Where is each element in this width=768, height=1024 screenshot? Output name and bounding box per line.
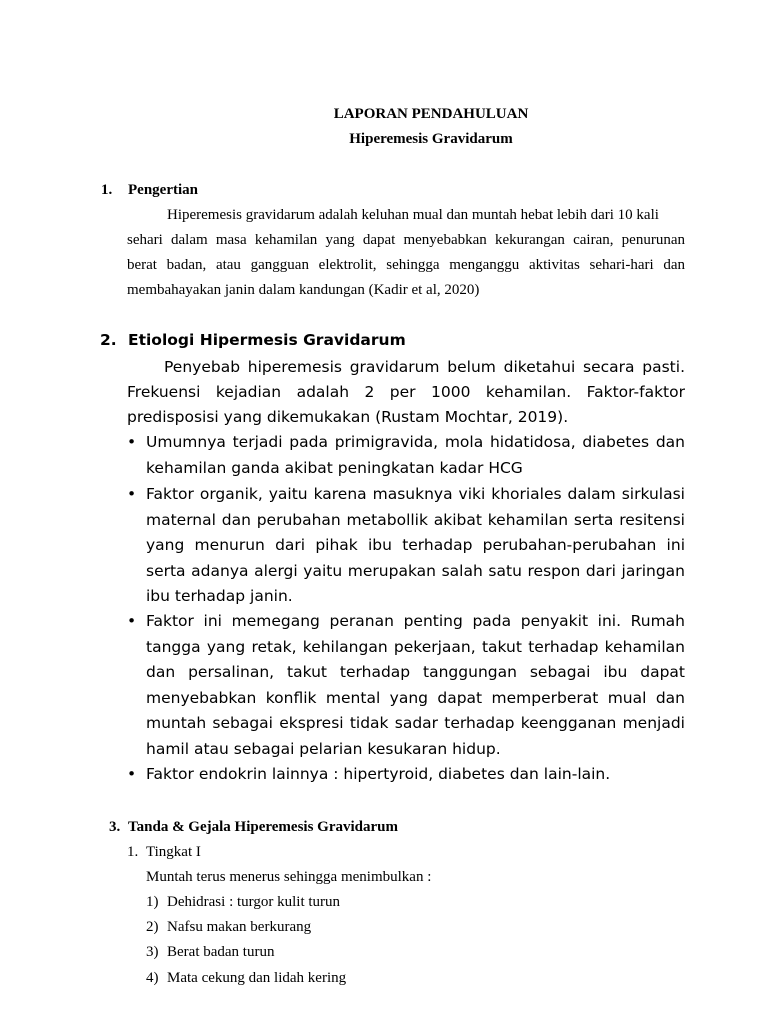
bullet-line: Umumnya terjadi pada primigravida, mola hidatidosa, diabetes dan — [146, 433, 685, 451]
section-2-intro-line: Frekuensi kejadian adalah 2 per 1000 kehamilan. Faktor-faktor — [127, 383, 685, 401]
section-2-intro — [127, 355, 685, 430]
bullet-line: hamil atau sebagai pelarian kesukaran hidup. — [146, 739, 501, 758]
section-1-number: 1. — [101, 182, 113, 198]
section-2-number: 2. — [100, 331, 117, 349]
section-1-line: sehari dalam masa kehamilan yang dapat menyebabkan kekurangan cairan, penurunan — [127, 232, 685, 248]
section-1-line: berat badan, atau gangguan elektrolit, sehingga menganggu aktivitas sehari-hari dan — [127, 257, 685, 273]
bullet-item — [146, 762, 685, 788]
list-item-text: Dehidrasi : turgor kulit turun — [167, 894, 341, 910]
bullet-symbol: • — [127, 765, 137, 783]
bullet-line: Faktor organik, yaitu karena masuknya viki khoriales dalam sirkulasi — [146, 485, 685, 503]
bullet-line: Faktor ini memegang peranan penting pada penyakit ini. Rumah — [146, 612, 685, 630]
bullet-line: ibu terhadap janin. — [146, 587, 293, 605]
bullet-item — [146, 482, 685, 610]
bullet-symbol: • — [127, 612, 137, 630]
list-item-text: Berat badan turun — [167, 944, 275, 960]
bullet-line: tangga yang retak, kehilangan pekerjaan, takut terhadap kehamilan — [146, 637, 685, 656]
subsection-heading: Tingkat I — [146, 844, 201, 860]
section-1-line: Hiperemesis gravidarum adalah keluhan mual dan muntah hebat lebih dari 10 kali — [167, 207, 659, 223]
bullet-line: kehamilan ganda akibat peningkatan kadar HCG — [146, 458, 523, 477]
section-1-paragraph — [127, 203, 685, 303]
list-item-number: 3) — [146, 944, 159, 960]
section-2-heading: Etiologi Hipermesis Gravidarum — [128, 331, 406, 349]
bullet-item — [146, 609, 685, 762]
bullet-line: muntah sebagai ekspresi tidak sadar terhadap keengganan menjadi — [146, 714, 685, 732]
list-item-number: 1) — [146, 894, 159, 910]
bullet-symbol: • — [127, 485, 137, 503]
document-title: LAPORAN PENDAHULUAN — [333, 106, 529, 122]
bullet-line: Faktor endokrin lainnya : hipertyroid, diabetes dan lain-lain. — [146, 765, 611, 783]
subsection-number: 1. — [127, 844, 139, 860]
list-item-text: Mata cekung dan lidah kering — [167, 970, 347, 986]
bullet-line: yang menurun dari pihak ibu terhadap perubahan-perubahan ini — [146, 536, 685, 554]
section-1-heading: Pengertian — [128, 182, 198, 198]
section-3-number: 3. — [109, 819, 121, 835]
bullet-line: maternal dan perubahan metabollik akibat kehamilan serta resitensi — [146, 510, 685, 529]
section-2-intro-line: Penyebab hiperemesis gravidarum belum diketahui secara pasti. — [164, 358, 685, 376]
bullet-item — [146, 430, 685, 481]
bullet-symbol: • — [127, 433, 137, 451]
list-item-number: 2) — [146, 919, 159, 935]
bullet-line: menyebabkan konflik mental yang dapat memperberat mual dan — [146, 688, 685, 707]
bullet-line: dan persalinan, takut terhadap tanggungan sebagai ibu dapat — [146, 663, 685, 681]
list-item-text: Nafsu makan berkurang — [167, 919, 312, 935]
subsection-intro: Muntah terus menerus sehingga menimbulkan : — [146, 869, 432, 885]
list-item-number: 4) — [146, 970, 159, 986]
bullet-line: serta adanya alergi yaitu merupakan salah satu respon dari jaringan — [146, 561, 685, 580]
document-subtitle: Hiperemesis Gravidarum — [349, 131, 513, 147]
section-1-line: membahayakan janin dalam kandungan (Kadir et al, 2020) — [127, 282, 480, 298]
section-3-heading: Tanda & Gejala Hiperemesis Gravidarum — [128, 819, 398, 835]
section-2-intro-line: predisposisi yang dikemukakan (Rustam Mochtar, 2019). — [127, 408, 569, 426]
